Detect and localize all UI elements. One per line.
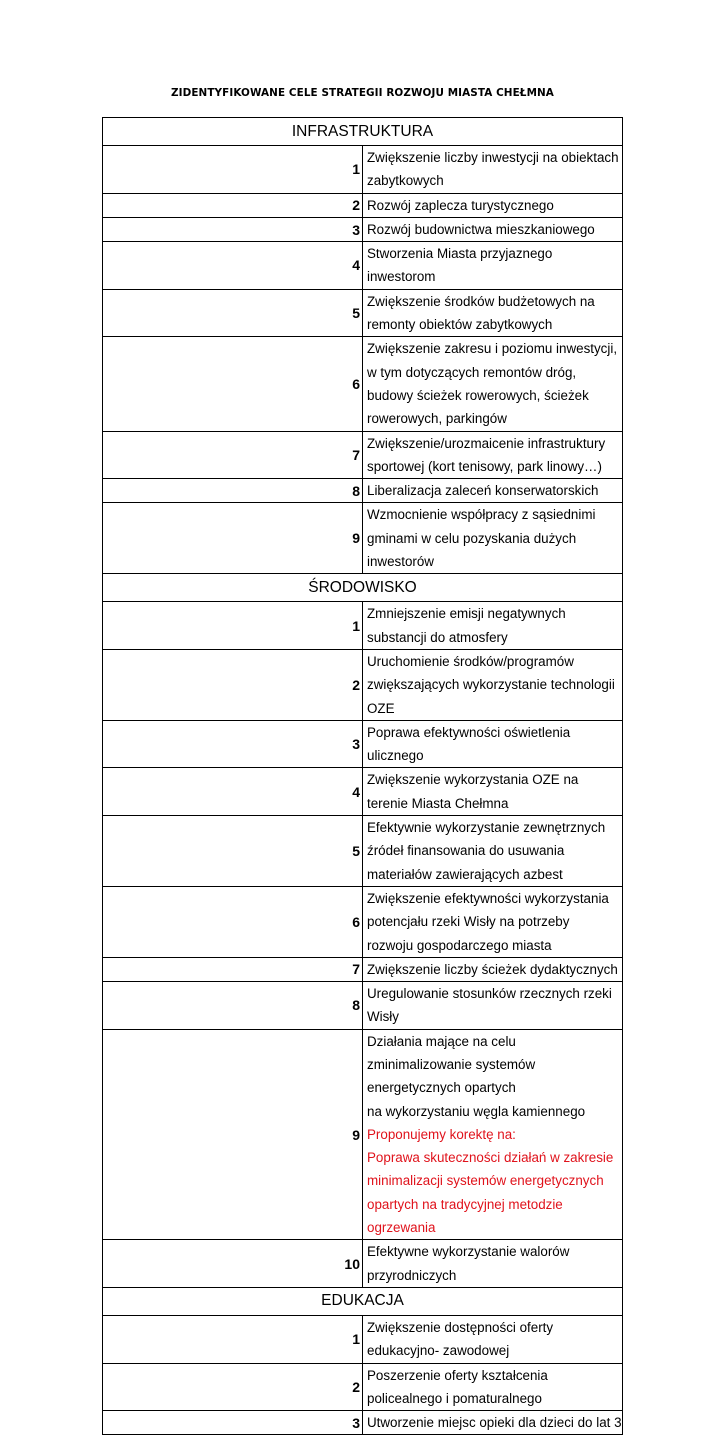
row-text-line: Utworzenie miejsc opieki dla dzieci do lat 3 <box>367 1415 622 1431</box>
correction-text-line: opartych na tradycyjnej metodzie ogrzewania <box>367 1196 563 1236</box>
row-text-line: Liberalizacja zaleceń konserwatorskich <box>367 483 599 499</box>
row-text <box>363 816 623 887</box>
row-text <box>363 431 623 479</box>
table-row <box>103 431 623 479</box>
table-row <box>103 816 623 887</box>
row-text-line: Efektywne wykorzystanie walorów przyrodniczych <box>367 1244 570 1283</box>
correction-text-line: Poprawa skuteczności działań w zakresie minimalizacji systemów energetycznych <box>367 1150 614 1189</box>
row-text <box>363 479 623 503</box>
row-text <box>363 649 623 720</box>
row-text <box>363 503 623 574</box>
row-number: 2 <box>103 1363 363 1411</box>
table-row <box>103 503 623 574</box>
table-row <box>103 957 623 981</box>
table-row <box>103 289 623 337</box>
row-number: 6 <box>103 886 363 957</box>
row-number: 7 <box>103 957 363 981</box>
row-number: 9 <box>103 503 363 574</box>
section-header-row <box>103 1287 623 1315</box>
row-number: 1 <box>103 602 363 650</box>
row-text-line: Uruchomienie środków/programów zwiększających wykorzystanie technologii OZE <box>367 653 615 716</box>
table-row <box>103 602 623 650</box>
row-number: 4 <box>103 768 363 816</box>
table-row <box>103 1411 623 1435</box>
row-text-line: Zwiększenie/urozmaicenie infrastruktury sportowej (kort tenisowy, park linowy…) <box>367 435 606 474</box>
table-row <box>103 242 623 290</box>
row-text <box>363 957 623 981</box>
row-text <box>363 193 623 217</box>
row-text <box>363 720 623 768</box>
table-row <box>103 217 623 241</box>
row-text-line: budowy ścieżek rowerowych, ścieżek rowerowych, parkingów <box>367 387 589 427</box>
row-number: 3 <box>103 1411 363 1435</box>
row-number: 1 <box>103 146 363 194</box>
row-number: 4 <box>103 242 363 290</box>
table-row <box>103 1363 623 1411</box>
section-heading-srodowisko: ŚRODOWISKO <box>103 574 623 602</box>
row-text-line: Rozwój zaplecza turystycznego <box>367 197 554 213</box>
row-number: 5 <box>103 289 363 337</box>
row-text-line: Zwiększenie dostępności oferty edukacyjno- zawodowej <box>367 1319 554 1359</box>
row-text <box>363 1240 623 1288</box>
table-row <box>103 768 623 816</box>
row-text <box>363 602 623 650</box>
row-text <box>363 886 623 957</box>
row-text <box>363 337 623 431</box>
row-text-line: na wykorzystaniu węgla kamiennego <box>367 1103 586 1119</box>
table-row <box>103 146 623 194</box>
table-row <box>103 479 623 503</box>
row-text-line: Uregulowanie stosunków rzecznych rzeki Wisły <box>367 986 612 1025</box>
row-text <box>363 1411 623 1435</box>
row-text-line: Poprawa efektywności oświetlenia ulicznego <box>367 724 571 764</box>
section-header-row <box>103 118 623 146</box>
row-text <box>363 982 623 1030</box>
row-text-line: rozwoju gospodarczego miasta <box>367 937 552 953</box>
row-number: 2 <box>103 649 363 720</box>
row-text-line: Stworzenia Miasta przyjaznego inwestorom <box>367 246 553 285</box>
section-header-row <box>103 574 623 602</box>
row-text <box>363 217 623 241</box>
row-number: 2 <box>103 193 363 217</box>
row-number: 6 <box>103 337 363 431</box>
correction-label: Proponujemy korektę na: <box>367 1126 516 1142</box>
row-text <box>363 1363 623 1411</box>
row-text-line: Poszerzenie oferty kształcenia policealnego i pomaturalnego <box>367 1367 548 1406</box>
table-row <box>103 1029 623 1240</box>
row-number: 3 <box>103 720 363 768</box>
table-row <box>103 720 623 768</box>
row-text <box>363 1315 623 1363</box>
table-row <box>103 649 623 720</box>
table-row <box>103 886 623 957</box>
row-text-line: Wzmocnienie współpracy z sąsiednimi gminami w celu pozyskania dużych <box>367 507 596 546</box>
row-number: 8 <box>103 982 363 1030</box>
row-number: 7 <box>103 431 363 479</box>
row-text-line: Efektywnie wykorzystanie zewnętrznych źródeł finansowania do usuwania <box>367 820 606 859</box>
row-text-line: Zwiększenie zakresu i poziomu inwestycji, w tym dotyczących remontów dróg, <box>367 341 618 380</box>
row-text-line: inwestorów <box>367 554 434 570</box>
row-text-line: materiałów zawierających azbest <box>367 866 563 882</box>
row-text <box>363 242 623 290</box>
table-row <box>103 337 623 431</box>
row-text <box>363 768 623 816</box>
table-row <box>103 1240 623 1288</box>
row-text-line: Działania mające na celu zminimalizowanie systemów energetycznych opartych <box>367 1033 536 1096</box>
row-number: 3 <box>103 217 363 241</box>
row-number: 10 <box>103 1240 363 1288</box>
row-text <box>363 146 623 194</box>
goals-table <box>102 117 623 1435</box>
row-text-line: Rozwój budownictwa mieszkaniowego <box>367 221 595 237</box>
row-text <box>363 1029 623 1240</box>
row-text <box>363 289 623 337</box>
table-row <box>103 1315 623 1363</box>
table-row <box>103 982 623 1030</box>
row-number: 1 <box>103 1315 363 1363</box>
row-text-line: Zwiększenie środków budżetowych na remonty obiektów zabytkowych <box>367 293 595 333</box>
row-number: 9 <box>103 1029 363 1240</box>
table-row <box>103 193 623 217</box>
row-number: 8 <box>103 479 363 503</box>
document-title: ZIDENTYFIKOWANE CELE STRATEGII ROZWOJU MIASTA CHEŁMNA <box>171 87 554 99</box>
row-text-line: Zmniejszenie emisji negatywnych substancji do atmosfery <box>367 606 566 645</box>
section-heading-infrastruktura: INFRASTRUKTURA <box>103 118 623 146</box>
row-text-line: Zwiększenie efektywności wykorzystania potencjału rzeki Wisły na potrzeby <box>367 890 609 930</box>
section-heading-edukacja: EDUKACJA <box>103 1287 623 1315</box>
row-text-line: Zwiększenie liczby ścieżek dydaktycznych <box>367 961 618 977</box>
row-text-line: Zwiększenie liczby inwestycji na obiektach zabytkowych <box>367 150 619 189</box>
row-number: 5 <box>103 816 363 887</box>
row-text-line: Zwiększenie wykorzystania OZE na terenie Miasta Chełmna <box>367 772 579 811</box>
